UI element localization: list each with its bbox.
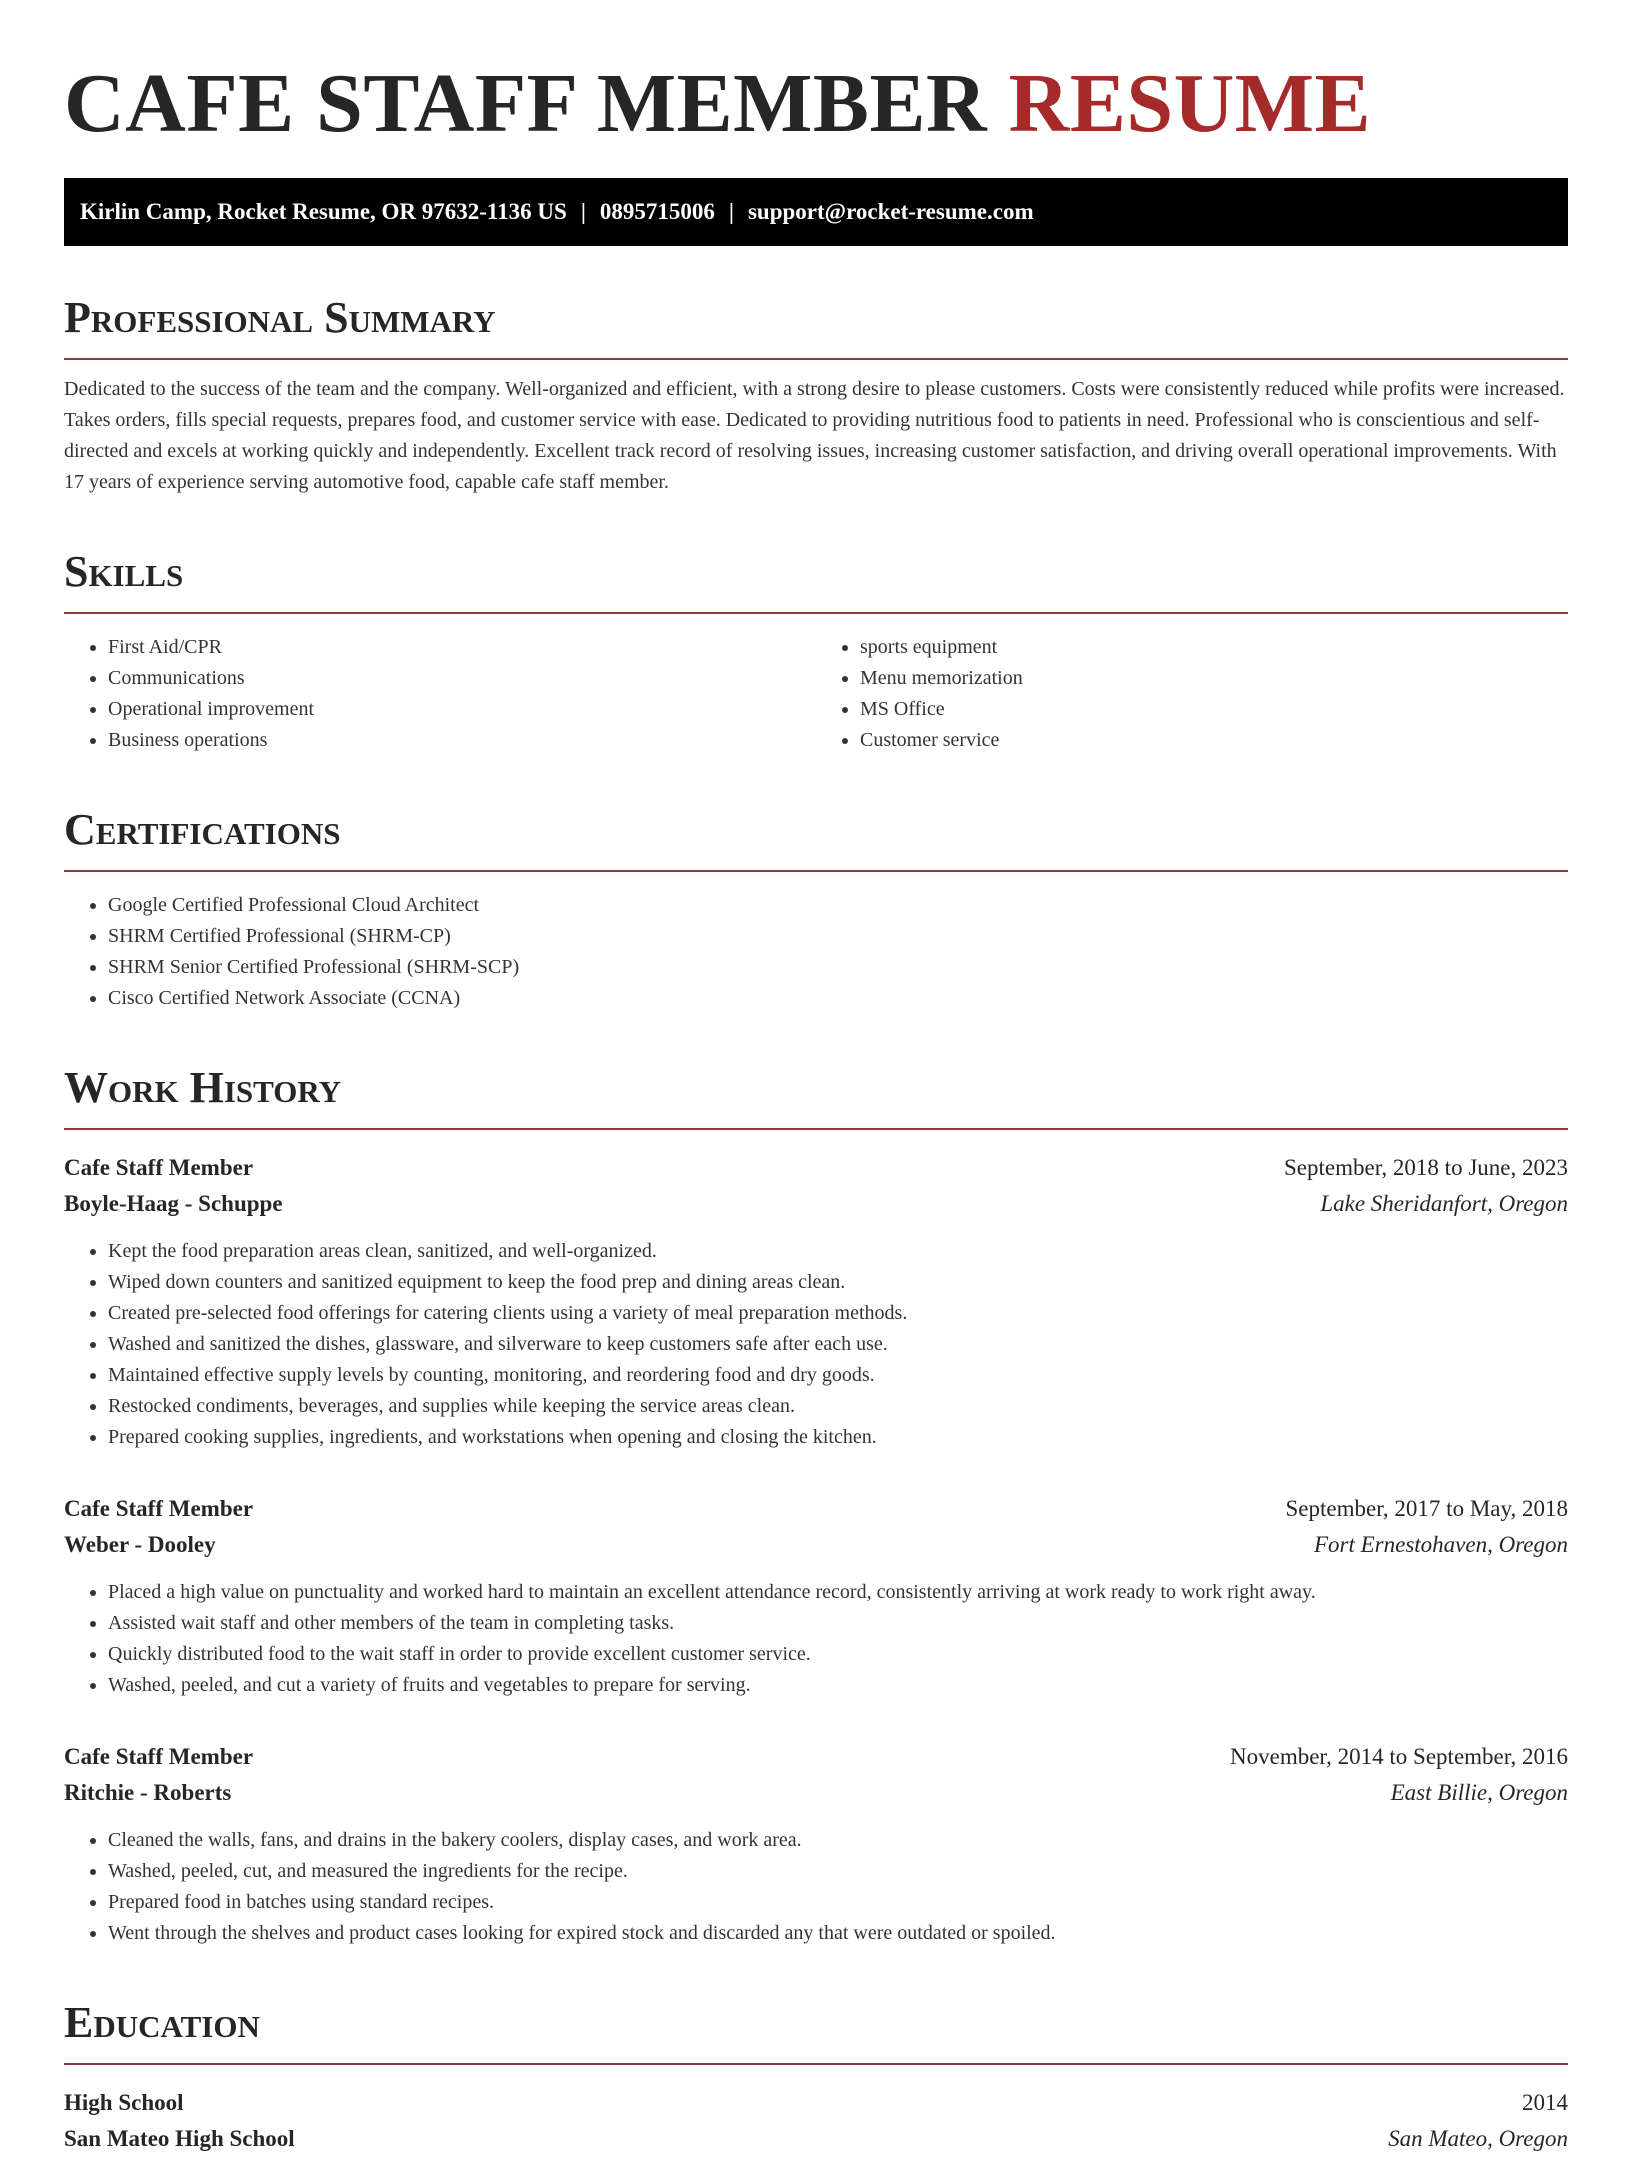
job-duty: • Restocked condiments, beverages, and supplies while keeping the service areas clean. [108, 1391, 1568, 1422]
skill-item: • sports equipment [860, 632, 1568, 663]
job-entry [64, 1491, 1568, 1701]
job-company-row [64, 1775, 1568, 1811]
contact-bar [64, 178, 1568, 246]
skills-section [64, 544, 1568, 756]
job-location: Lake Sheridanfort, Oregon [1320, 1191, 1568, 1216]
skill-item: • Menu memorization [860, 663, 1568, 694]
summary-section [64, 290, 1568, 498]
job-duty: • Kept the food preparation areas clean, sanitized, and well-organized. [108, 1236, 1568, 1267]
title-main: CAFE STAFF MEMBER [64, 57, 988, 150]
job-duty: • Placed a high value on punctuality and worked hard to maintain an excellent attendance record, consistently arriving at work ready to work right away. [108, 1577, 1568, 1608]
resume-title [64, 0, 1568, 154]
education-year: 2014 [1522, 2090, 1568, 2115]
job-title-row [64, 1150, 1568, 1186]
job-dates: November, 2014 to September, 2016 [1230, 1744, 1568, 1769]
education-degree-row [64, 2085, 1568, 2121]
job-location: East Billie, Oregon [1390, 1780, 1568, 1805]
contact-phone[interactable]: 0895715006 [599, 199, 715, 224]
job-dates: September, 2018 to June, 2023 [1284, 1155, 1568, 1180]
job-duty: • Cleaned the walls, fans, and drains in the bakery coolers, display cases, and work area. [108, 1825, 1568, 1856]
job-duty: • Maintained effective supply levels by counting, monitoring, and reordering food and dry goods. [108, 1360, 1568, 1391]
certification-item: • Cisco Certified Network Associate (CCNA) [108, 983, 1568, 1014]
education-heading: Education [64, 1995, 1568, 2065]
job-title: Cafe Staff Member [64, 1155, 254, 1180]
job-dates: September, 2017 to May, 2018 [1285, 1496, 1568, 1521]
job-location: Fort Ernestohaven, Oregon [1313, 1532, 1568, 1557]
skill-item: • First Aid/CPR [108, 632, 816, 663]
job-company: Weber - Dooley [64, 1532, 216, 1557]
education-degree: High School [64, 2090, 184, 2115]
certifications-list [64, 890, 1568, 1014]
skill-item: • Customer service [860, 725, 1568, 756]
job-duty: • Quickly distributed food to the wait staff in order to provide excellent customer service. [108, 1639, 1568, 1670]
resume-page [64, 0, 1568, 2157]
certifications-section [64, 802, 1568, 1014]
certifications-heading: Certifications [64, 802, 1568, 872]
job-duties-list [64, 1236, 1568, 1453]
job-duties-list [64, 1825, 1568, 1949]
education-entry [64, 2085, 1568, 2157]
job-duty: • Wiped down counters and sanitized equipment to keep the food prep and dining areas clean. [108, 1267, 1568, 1298]
job-entry [64, 1739, 1568, 1949]
work-history-section [64, 1060, 1568, 1949]
certification-item: • SHRM Senior Certified Professional (SHRM-SCP) [108, 952, 1568, 983]
job-company: Boyle-Haag - Schuppe [64, 1191, 283, 1216]
skill-item: • MS Office [860, 694, 1568, 725]
education-location: San Mateo, Oregon [1388, 2126, 1568, 2151]
contact-address: Kirlin Camp, Rocket Resume, OR 97632-1136 US [80, 199, 567, 224]
certification-item: • Google Certified Professional Cloud Architect [108, 890, 1568, 921]
skills-heading: Skills [64, 544, 1568, 614]
job-duty: • Prepared cooking supplies, ingredients, and workstations when opening and closing the kitchen. [108, 1422, 1568, 1453]
skill-item: • Operational improvement [108, 694, 816, 725]
contact-separator: | [728, 199, 734, 224]
certification-item: • SHRM Certified Professional (SHRM-CP) [108, 921, 1568, 952]
job-duty: • Washed, peeled, cut, and measured the ingredients for the recipe. [108, 1856, 1568, 1887]
job-company-row [64, 1186, 1568, 1222]
skill-item: • Business operations [108, 725, 816, 756]
summary-text: Dedicated to the success of the team and the company. Well-organized and efficient, with a strong desire to please customers. Costs were consistently reduced while profits were increased. Takes orders, fills special requests, prepares food, and customer service with ease. Dedicated to providing nutritious food to patients in need. Professional who is conscientious and self-directed and excels at working quickly and independently. Excellent track record of resolving issues, increasing customer satisfaction, and driving overall operational improvements. With 17 years of experience serving automotive food, capable cafe staff member. [64, 378, 1565, 493]
job-title: Cafe Staff Member [64, 1744, 254, 1769]
summary-heading: Professional Summary [64, 290, 1568, 360]
skills-list-right [816, 632, 1568, 756]
education-section [64, 1995, 1568, 2157]
job-title: Cafe Staff Member [64, 1496, 254, 1521]
contact-separator: | [580, 199, 586, 224]
job-duty: • Went through the shelves and product cases looking for expired stock and discarded any that were outdated or spoiled. [108, 1918, 1568, 1949]
skill-item: • Communications [108, 663, 816, 694]
contact-email[interactable]: support@rocket-resume.com [747, 199, 1034, 224]
job-title-row [64, 1491, 1568, 1527]
job-duty: • Washed, peeled, and cut a variety of fruits and vegetables to prepare for serving. [108, 1670, 1568, 1701]
job-title-row [64, 1739, 1568, 1775]
work-history-heading: Work History [64, 1060, 1568, 1130]
job-duty: • Assisted wait staff and other members of the team in completing tasks. [108, 1608, 1568, 1639]
job-duties-list [64, 1577, 1568, 1701]
skills-grid [64, 632, 1568, 756]
skills-list-left [64, 632, 816, 756]
title-accent: RESUME [1008, 57, 1372, 150]
job-company: Ritchie - Roberts [64, 1780, 232, 1805]
education-school: San Mateo High School [64, 2126, 295, 2151]
job-duty: • Washed and sanitized the dishes, glassware, and silverware to keep customers safe after each use. [108, 1329, 1568, 1360]
job-duty: • Created pre-selected food offerings for catering clients using a variety of meal preparation methods. [108, 1298, 1568, 1329]
education-school-row [64, 2121, 1568, 2157]
job-duty: • Prepared food in batches using standard recipes. [108, 1887, 1568, 1918]
job-entry [64, 1150, 1568, 1453]
job-company-row [64, 1527, 1568, 1563]
